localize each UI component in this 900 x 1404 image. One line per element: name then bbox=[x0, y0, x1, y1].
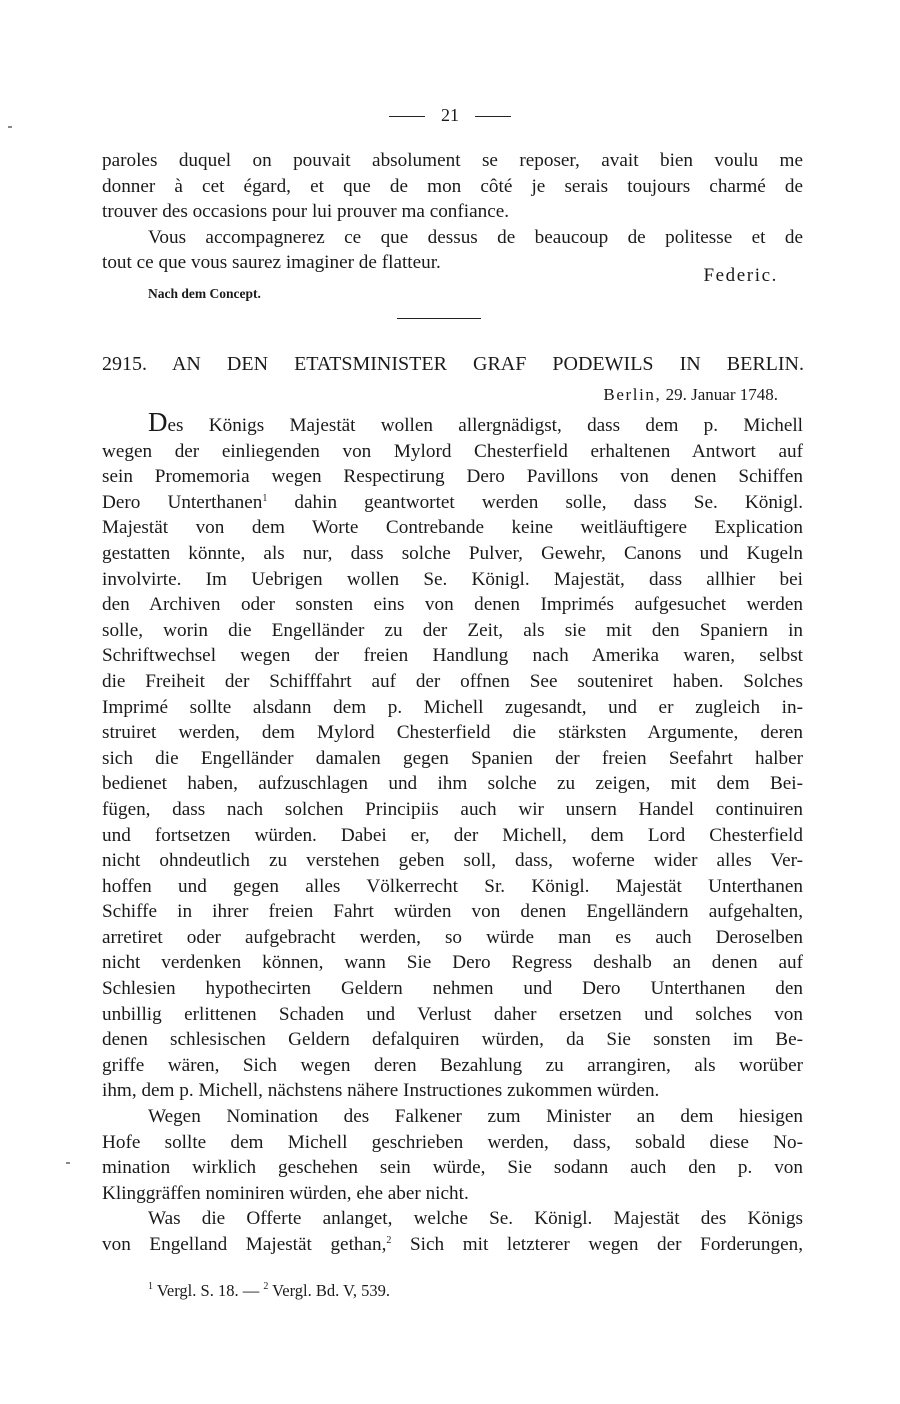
source-note: Nach dem Concept. bbox=[148, 286, 261, 301]
previous-letter-ending bbox=[102, 148, 803, 276]
dateline-place: Berlin, bbox=[603, 385, 662, 404]
page-number: 21 bbox=[441, 105, 459, 125]
text-line: Vous accompagnerez ce que dessus de beaucoup de politesse et de bbox=[148, 226, 803, 248]
dateline-date: 29. Januar 1748. bbox=[665, 385, 778, 404]
text-line: ihm, dem p. Michell, nächstens nähere Instructiones zukommen würden. bbox=[102, 1080, 660, 1102]
footnote-marker: 1 bbox=[148, 1281, 153, 1292]
signature: Federic. bbox=[703, 265, 778, 286]
text-span: Dero Unterthanen bbox=[102, 491, 263, 513]
text-line: tout ce que vous saurez imaginer de flatteur. bbox=[102, 252, 441, 274]
scan-mark bbox=[66, 1162, 70, 1164]
text-line: denen schlesischen Geldern defalquiren würden, da Sie sonsten im Be- bbox=[102, 1029, 803, 1051]
header-rule-right bbox=[475, 116, 511, 117]
text-span: es Königs Majestät wollen allergnädigst, dass dem p. Michell bbox=[167, 415, 803, 436]
text-span: von Engelland Majestät gethan, bbox=[102, 1234, 387, 1255]
text-line: involvirte. Im Uebrigen wollen Se. Königl. Majestät, dass allhier bei bbox=[102, 568, 803, 590]
letter-body bbox=[102, 407, 803, 1258]
text-line: fügen, dass nach solchen Principiis auch wir unsern Handel continuiren bbox=[102, 798, 803, 820]
text-line: Wegen Nomination des Falkener zum Minister an dem hiesigen bbox=[148, 1106, 803, 1128]
footnote-separator: — bbox=[242, 1281, 260, 1300]
footnote-text: Vergl. S. 18. bbox=[156, 1281, 239, 1300]
initial-letter: D bbox=[148, 407, 168, 437]
text-line: paroles duquel on pouvait absolument se reposer, avait bien voulu me bbox=[102, 150, 803, 171]
page-header bbox=[0, 104, 900, 126]
text-line: Schlesien hypothecirten Geldern nehmen und Dero Unterthanen den bbox=[102, 978, 803, 1000]
footnote-ref: 1 bbox=[262, 492, 268, 504]
text-line: Majestät von dem Worte Contrebande keine weitläuftigere Explication bbox=[102, 517, 803, 539]
text-line: gestatten könnte, als nur, dass solche Pulver, Gewehr, Canons und Kugeln bbox=[102, 542, 803, 564]
text-line: den Archiven oder sonsten eins von denen Imprimés aufgesuchet werden bbox=[102, 594, 803, 616]
text-line: sein Promemoria wegen Respectirung Dero Pavillons von denen Schiffen bbox=[102, 466, 803, 488]
footnote-text: Vergl. Bd. V, 539. bbox=[272, 1281, 390, 1300]
section-divider bbox=[397, 318, 481, 319]
text-line: Schriftwechsel wegen der freien Handlung nach Amerika waren, selbst bbox=[102, 645, 803, 667]
scan-mark bbox=[8, 126, 12, 128]
text-line: Klinggräffen nominiren würden, ehe aber nicht. bbox=[102, 1182, 469, 1204]
text-line: mination wirklich geschehen sein würde, Sie sodann auch den p. von bbox=[102, 1157, 803, 1179]
text-line: struiret werden, dem Mylord Chesterfield die stärksten Argumente, deren bbox=[102, 722, 803, 744]
text-line: wegen der einliegenden von Mylord Chesterfield erhaltenen Antwort auf bbox=[102, 440, 803, 462]
letter-heading: 2915. AN DEN ETATSMINISTER GRAF PODEWILS IN BERLIN. bbox=[102, 353, 804, 375]
footnote-marker: 2 bbox=[263, 1281, 269, 1292]
text-line: griffe wären, Sich wegen deren Bezahlung zu arrangiren, als worüber bbox=[102, 1054, 803, 1076]
text-line: die Freiheit der Schifffahrt auf der offnen See souteniret haben. Solches bbox=[102, 670, 803, 692]
text-span: Sich mit letzterer wegen der Forderungen, bbox=[391, 1234, 803, 1255]
footnotes bbox=[148, 1280, 390, 1302]
text-line bbox=[102, 490, 803, 516]
text-line: sich die Engelländer damalen gegen Spanien der freien Seefahrt halber bbox=[102, 747, 803, 769]
text-line: trouver des occasions pour lui prouver ma confiance. bbox=[102, 201, 510, 223]
text-line: Schiffe in ihrer freien Fahrt würden von denen Engelländern aufgehalten, bbox=[102, 901, 803, 923]
text-line: donner à cet égard, et que de mon côté je serais toujours charmé de bbox=[102, 175, 803, 197]
text-line: solle, worin die Engelländer zu der Zeit, als sie mit den Spaniern in bbox=[102, 619, 803, 641]
text-line: bedienet haben, aufzuschlagen und ihm solche zu zeigen, mit dem Bei- bbox=[102, 773, 803, 795]
text-line: arretiret oder aufgebracht werden, so würde man es auch Deroselben bbox=[102, 926, 803, 948]
header-rule-left bbox=[389, 116, 425, 117]
text-line bbox=[102, 407, 803, 439]
text-line: hoffen und gegen alles Völkerrecht Sr. Königl. Majestät Unterthanen bbox=[102, 875, 803, 897]
text-line bbox=[102, 1232, 803, 1258]
footnote-ref: 2 bbox=[386, 1235, 392, 1246]
text-span: dahin geantwortet werden solle, dass Se. Königl. bbox=[267, 491, 803, 513]
text-line: Was die Offerte anlanget, welche Se. Königl. Majestät des Königs bbox=[148, 1208, 803, 1230]
text-line: Imprimé sollte alsdann dem p. Michell zugesandt, und er zugleich in- bbox=[102, 696, 803, 718]
text-line: nicht verdenken können, wann Sie Dero Regress deshalb an denen auf bbox=[102, 952, 803, 974]
text-line: unbillig erlittenen Schaden und Verlust daher ersetzen und solches von bbox=[102, 1003, 803, 1025]
dateline bbox=[603, 384, 778, 406]
text-line: und fortsetzen würden. Dabei er, der Michell, dem Lord Chesterfield bbox=[102, 824, 803, 846]
text-line: Hofe sollte dem Michell geschrieben werden, dass, sobald diese No- bbox=[102, 1131, 803, 1153]
text-line: nicht ohndeutlich zu verstehen geben soll, dass, woferne wider alles Ver- bbox=[102, 850, 803, 872]
